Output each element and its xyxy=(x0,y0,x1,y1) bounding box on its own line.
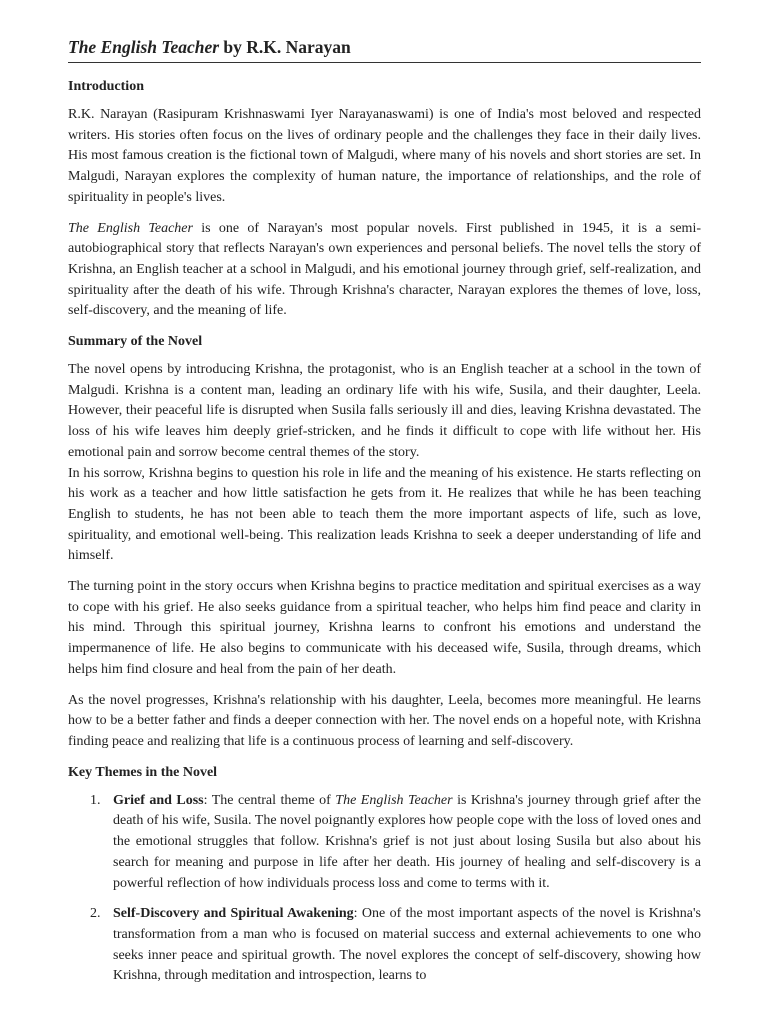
document-title xyxy=(68,34,701,63)
intro-p2-text: is one of Narayan's most popular novels. First published in 1945, it is a semi-autobiographical story that reflects Narayan's own experiences and personal beliefs. The novel tells the story of Krishna, an English teacher at a school in Malgudi, and his emotional journey through grief, self-realization, and spirituality after the death of his wife. Through Krishna's character, Narayan explores the themes of love, loss, self-discovery, and the meaning of life. xyxy=(68,220,701,319)
intro-heading: Introduction xyxy=(68,79,144,94)
themes-list xyxy=(68,791,701,987)
theme-item-number: 1. xyxy=(90,792,101,808)
intro-p2-book-name: The English Teacher xyxy=(68,220,193,236)
summary-heading: Summary of the Novel xyxy=(68,334,203,350)
title-author: by R.K. Narayan xyxy=(219,37,351,57)
theme-item-text-post: is Krishna's journey through grief after the death of his wife, Susila. The novel poignantly explores how people cope with the loss of loved ones and the emotional struggles that follow. Krishna's grief is not just about losing Susila but also about his search for meaning and purpose in life after her death. His journey of healing and self-discovery is a powerful reflection of how individuals process loss and come to terms with it. xyxy=(113,792,701,891)
title-book-name: The English Teacher xyxy=(68,37,220,57)
intro-paragraph-2 xyxy=(68,219,701,323)
theme-item-text: : One of the most important aspects of the novel is Krishna's transformation from a man who is focused on material success and external achievements to one who seeks inner peace and spiritual growth. The novel explores the concept of self-discovery, showing how Krishna, through meditation and introspection, learns to xyxy=(113,906,701,984)
document-content xyxy=(68,34,701,997)
theme-item-label: Grief and Loss xyxy=(113,792,204,808)
theme-item-1 xyxy=(68,791,701,895)
theme-item-label: Self-Discovery and Spiritual Awakening xyxy=(113,906,354,922)
intro-paragraph-1: R.K. Narayan (Rasipuram Krishnaswami Iyer Narayanaswami) is one of India's most beloved and respected writers. His stories often focus on the lives of ordinary people and the challenges they face in their daily lives. His most famous creation is the fictional town of Malgudi, where many of his novels and short stories are set. In Malgudi, Narayan explores the complexity of human nature, the importance of relationships, and the role of spirituality in people's lives. xyxy=(68,107,701,205)
theme-item-2 xyxy=(68,904,701,987)
theme-item-text-pre: : The central theme of xyxy=(203,792,336,808)
theme-item-number: 2. xyxy=(90,906,101,922)
themes-heading: Key Themes in the Novel xyxy=(68,764,218,780)
theme-item-book-name: The English Teacher xyxy=(335,792,453,808)
summary-paragraph-4: As the novel progresses, Krishna's relationship with his daughter, Leela, becomes more meaningful. He learns how to be a better father and finds a deeper connection with her. The novel ends on a hopeful note, with Krishna finding peace and realizing that life is a continuous process of learning and self-discovery. xyxy=(68,692,701,749)
summary-paragraph-3: The turning point in the story occurs when Krishna begins to practice meditation and spiritual exercises as a way to cope with his grief. He also seeks guidance from a spiritual teacher, who helps him find peace and clarity in his mind. Through this spiritual journey, Krishna learns to confront his emotions and understand the impermanence of life. He also begins to communicate with his deceased wife, Susila, through dreams, which helps him find closure and heal from the pain of her death. xyxy=(68,579,701,677)
summary-paragraph-1: The novel opens by introducing Krishna, the protagonist, who is an English teacher at a school in the town of Malgudi. Krishna is a content man, leading an ordinary life with his wife, Susila, and their daughter, Leela. However, their peaceful life is disrupted when Susila falls seriously ill and dies, leaving Krishna devastated. The loss of his wife leaves him deeply grief-stricken, and he finds it difficult to cope with life without her. His emotional pain and sorrow become central themes of the story. xyxy=(68,362,701,460)
summary-paragraph-2: In his sorrow, Krishna begins to question his role in life and the meaning of his existence. He starts reflecting on his work as a teacher and how little satisfaction he gets from it. He realizes that while he has been teaching English to students, he has not been able to teach them the more important aspects of life, such as love, spirituality, and emotional well-being. This realization leads Krishna to seek a deeper understanding of life and himself. xyxy=(68,465,701,564)
